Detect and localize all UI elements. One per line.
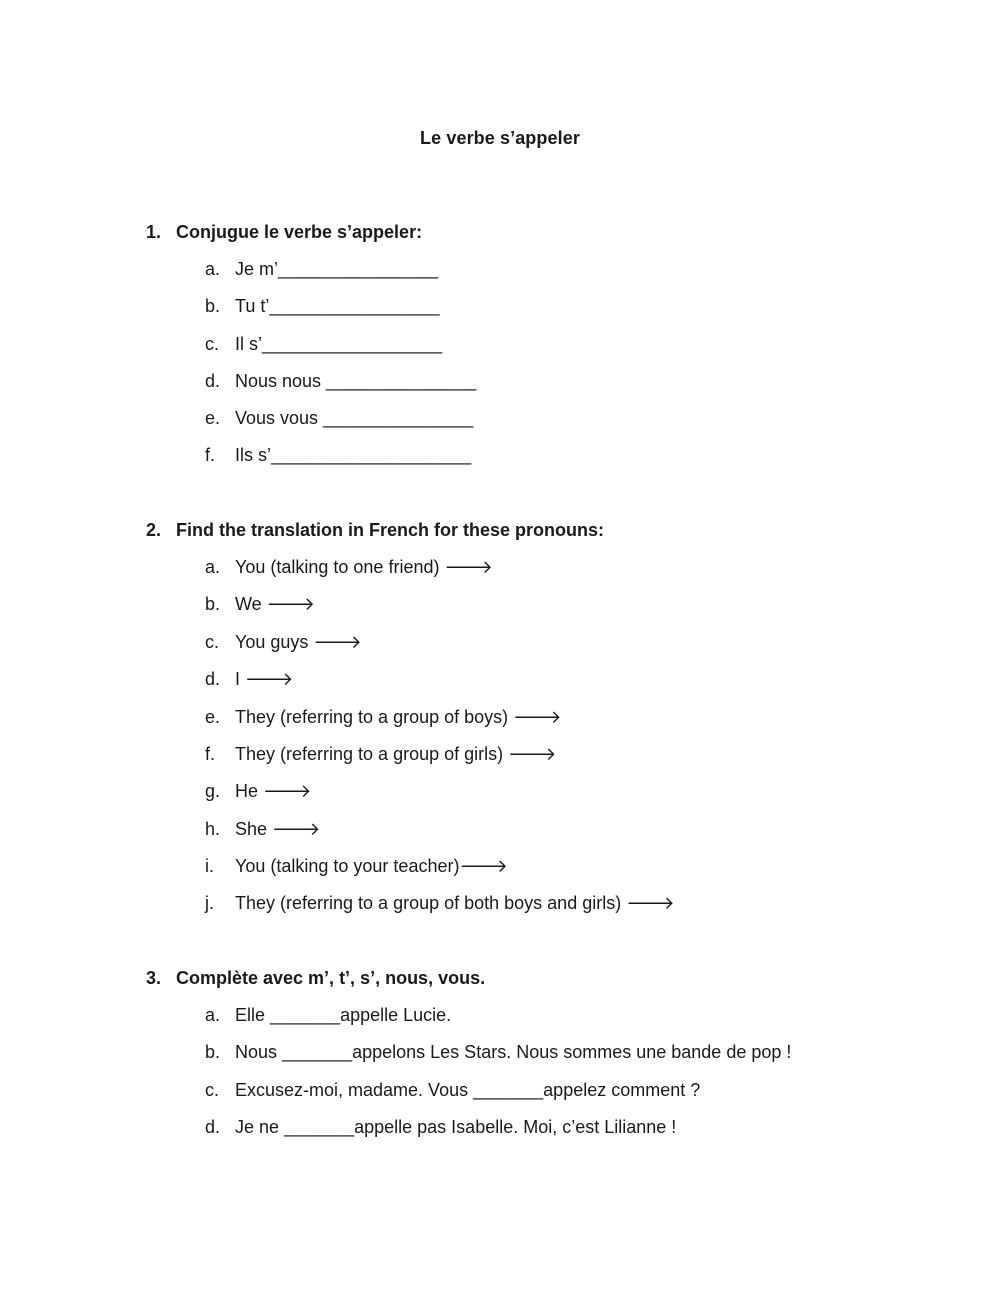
item-letter: d. xyxy=(205,669,221,689)
list-item xyxy=(205,445,471,466)
section-number: 1. xyxy=(146,222,162,242)
item-text: They (referring to a group of girls) 🡒 xyxy=(235,744,557,764)
list-item xyxy=(205,707,561,728)
list-item xyxy=(205,744,556,765)
page-title: Le verbe s’appeler xyxy=(420,128,580,148)
list-item xyxy=(205,371,476,392)
list-item xyxy=(205,893,674,914)
list-item xyxy=(205,819,320,840)
item-letter: e. xyxy=(205,408,221,428)
list-item xyxy=(205,781,311,802)
list-item xyxy=(205,557,493,578)
item-letter: c. xyxy=(205,334,220,354)
item-letter: i. xyxy=(205,856,214,876)
list-item xyxy=(205,632,362,653)
section-heading-text: Find the translation in French for these pronouns: xyxy=(176,520,605,540)
item-text: Excusez-moi, madame. Vous _______appelez comment ? xyxy=(235,1080,701,1100)
item-text: Elle _______appelle Lucie. xyxy=(235,1005,452,1025)
list-item xyxy=(205,334,442,355)
item-text: We 🡒 xyxy=(235,594,315,614)
item-letter: a. xyxy=(205,557,221,577)
item-letter: c. xyxy=(205,1080,220,1100)
section-3-heading xyxy=(146,968,485,989)
item-letter: d. xyxy=(205,1117,221,1137)
item-text: Tu t’_________________ xyxy=(235,296,440,316)
list-item xyxy=(205,594,315,615)
item-letter: f. xyxy=(205,744,216,764)
section-number: 3. xyxy=(146,968,162,988)
list-item xyxy=(205,296,440,317)
item-text: Nous _______appelons Les Stars. Nous sommes une bande de pop ! xyxy=(235,1042,792,1062)
list-item xyxy=(205,669,293,690)
item-text: I 🡒 xyxy=(235,669,294,689)
item-letter: f. xyxy=(205,445,216,465)
item-text: He 🡒 xyxy=(235,781,312,801)
section-heading-text: Complète avec m’, t’, s’, nous, vous. xyxy=(176,968,486,988)
item-letter: e. xyxy=(205,707,221,727)
item-text: Je m’________________ xyxy=(235,259,439,279)
item-text: Je ne _______appelle pas Isabelle. Moi, c’est Lilianne ! xyxy=(235,1117,677,1137)
item-letter: b. xyxy=(205,296,221,316)
item-letter: d. xyxy=(205,371,221,391)
list-item xyxy=(205,856,508,877)
item-text: They (referring to a group of boys) 🡒 xyxy=(235,707,562,727)
item-letter: c. xyxy=(205,632,220,652)
list-item xyxy=(205,408,473,429)
section-2-heading xyxy=(146,520,604,541)
item-letter: b. xyxy=(205,1042,221,1062)
list-item xyxy=(205,1042,791,1063)
item-letter: g. xyxy=(205,781,221,801)
item-letter: j. xyxy=(205,893,214,913)
item-letter: h. xyxy=(205,819,221,839)
list-item xyxy=(205,1080,700,1101)
list-item xyxy=(205,1117,676,1138)
item-text: Nous nous _______________ xyxy=(235,371,477,391)
item-text: Il s’__________________ xyxy=(235,334,443,354)
item-letter: a. xyxy=(205,1005,221,1025)
section-number: 2. xyxy=(146,520,162,540)
section-heading-text: Conjugue le verbe s’appeler: xyxy=(176,222,423,242)
item-text: You (talking to your teacher)🡒 xyxy=(235,856,508,876)
item-text: You (talking to one friend) 🡒 xyxy=(235,557,493,577)
item-text: Ils s’____________________ xyxy=(235,445,472,465)
item-text: She 🡒 xyxy=(235,819,321,839)
item-text: Vous vous _______________ xyxy=(235,408,474,428)
item-text: They (referring to a group of both boys and girls) 🡒 xyxy=(235,893,675,913)
item-letter: b. xyxy=(205,594,221,614)
list-item xyxy=(205,1005,451,1026)
item-letter: a. xyxy=(205,259,221,279)
item-text: You guys 🡒 xyxy=(235,632,362,652)
list-item xyxy=(205,259,438,280)
section-1-heading xyxy=(146,222,422,243)
